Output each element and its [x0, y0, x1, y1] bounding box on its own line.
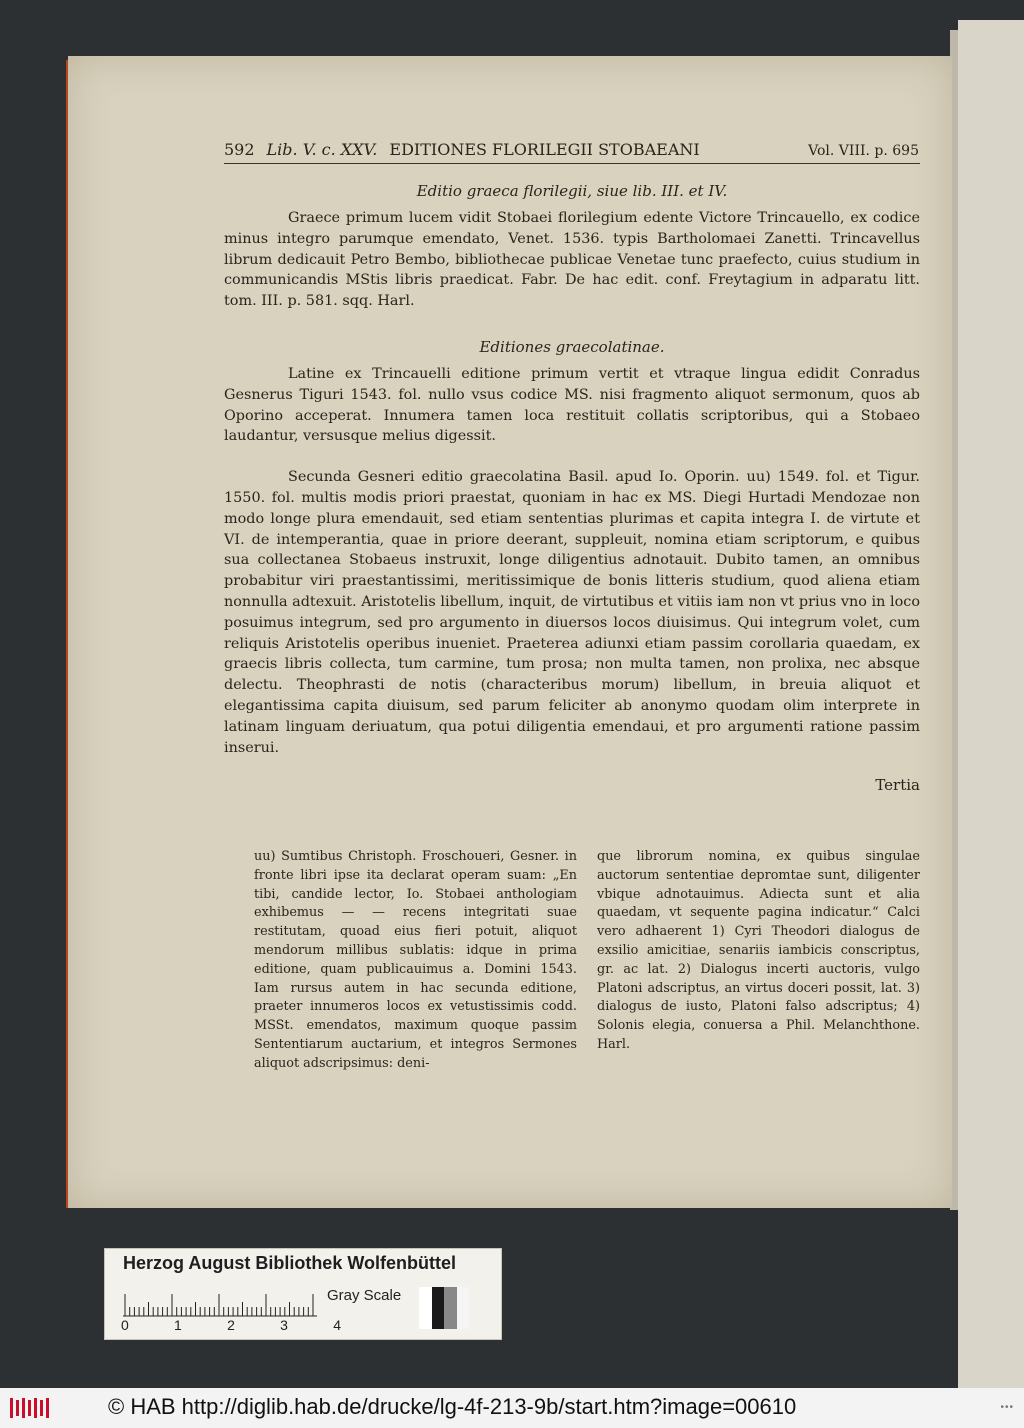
- footnote-left-column: uu) Sumtibus Christoph. Froschoueri, Gesner. in fronte libri ipse ita declarat operam suam: „En tibi, candide lector, Io. Stobaei anthologiam exhibemus — — recens integritati suae restitutam, quoad eius fieri potuit, aliquot mendorum millibus sublatis: idque in prima editione, quam publicauimus a. Domini 1543. Iam rursus autem in hac secunda editione, praeter innumeros locos ex vetustissimis codd. MSSt. emendatos, maximum quoque passim Sententiarum auctarium, et integros Sermones aliquot adscripsimus: deni-: [254, 849, 577, 1071]
- swatch: [457, 1287, 470, 1329]
- section-ref: Lib. V. c. XXV.: [266, 140, 378, 159]
- running-header: [224, 140, 920, 164]
- ruler-label: 0: [121, 1317, 129, 1333]
- footer-bar: [0, 1388, 1024, 1428]
- footnotes: [254, 848, 920, 1074]
- gray-scale-label: Gray Scale: [327, 1287, 402, 1304]
- copyright-url: © HAB http://diglib.hab.de/drucke/lg-4f-213-9b/start.htm?image=00610: [108, 1394, 797, 1419]
- ruler-scale: [123, 1289, 317, 1317]
- ruler-label: 2: [227, 1317, 235, 1333]
- section-title: Editiones graecolatinae.: [479, 337, 665, 356]
- logo-bar: [40, 1400, 43, 1416]
- swatch: [419, 1287, 432, 1329]
- card-title: Herzog August Bibliothek Wolfenbüttel: [123, 1253, 456, 1273]
- ruler-label: 3: [280, 1317, 288, 1333]
- footnote-right-column: que librorum nomina, ex quibus singulae auctorum sententiae depromtae sunt, diligenter vbique adnotauimus. Adiecta sunt et alia quaedam, vt sequente pagina indicatur.“ Calci vero adhaerent 1) Cyri Theodori dialogus de exsilio amicitiae, senariis iambicis conscriptus, gr. ac lat. 2) Dialogus incerti auctoris, vulgo Platoni adscriptus, an virtus doceri possit, lat. 3) dialogus de iusto, Platoni falso adscriptus; 4) Solonis elegia, conuersa a Phil. Melanchthone. Harl.: [597, 849, 920, 1052]
- swatch: [444, 1287, 457, 1329]
- ruler-labels: [121, 1317, 341, 1333]
- volume-ref: Vol. VIII. p. 695: [808, 143, 919, 159]
- logo-bar: [28, 1400, 31, 1416]
- catchword: Tertia: [875, 776, 920, 795]
- page-text: [224, 140, 920, 794]
- ruler-label: 1: [174, 1317, 182, 1333]
- logo-bar: [22, 1398, 25, 1418]
- color-calibration-card: [104, 1248, 502, 1340]
- hab-logo-icon: [8, 1396, 52, 1420]
- paragraph: Latine ex Trincauelli editione primum vertit et vtraque lingua edidit Conradus Gesnerus Tiguri 1543. fol. nullo vsus codice MS. nisi fragmento aliquot sermonum, quos ab Oporino acceperat. Innumera tamen loca restituit collatis scriptoribus, qui a Stobaeo laudantur, versusque melius digessit.: [224, 365, 920, 445]
- gray-swatches: [419, 1287, 469, 1329]
- logo-bar: [46, 1398, 49, 1418]
- section-title: Editio graeca florilegii, siue lib. III. et IV.: [416, 182, 728, 200]
- ruler-label: 4: [333, 1317, 341, 1333]
- logo-bar: [16, 1400, 19, 1416]
- footer-dots: •••: [1000, 1402, 1014, 1413]
- page-number: 592: [224, 140, 255, 159]
- facing-page: [958, 20, 1024, 1388]
- running-title: EDITIONES FLORILEGII STOBAEANI: [389, 140, 700, 159]
- paragraph: Secunda Gesneri editio graecolatina Basil. apud Io. Oporin. uu) 1549. fol. et Tigur. 1550. fol. multis modis priori praestat, quoniam in hac ex MS. Diegi Hurtadi Mendozae non modo longe plura emendauit, sed etiam sententias plurimas et capita integra I. de virtute et VI. de intemperantia, quae in priore deerant, suppleuit, nomina etiam scriptorum, e quibus sua collectanea Stobaeus instruxit, longe diligentius adnotauit. Dubito tamen, an omnibus probabitur viri praestantissimi, meritissimique de bonis litteris studium, quod aliena etiam nonnulla adtexuit. Aristotelis libellum, inquit, de virtutibus et vitiis iam non vt prius vno in loco posuimus integrum, sed pro argumento in diuersos locos diuisimus. Qui integrum volet, cum reliquis Aristotelis operibus inueniet. Praeterea adiunxi etiam passim corollaria quaedam, ex graecis libris collecta, tum carmine, tum prosa; non multa tamen, non prolixa, nec absque delectu. Theophrasti de notis (characteribus morum) libellum, in breuia aliquot et elegantissima capita diuisum, sed parum feliciter ab anonymo quodam olim interprete in latinam linguam deriuatum, qua potui diligentia emendaui, et pro argumenti ratione passim inserui.: [224, 469, 920, 756]
- paragraph: Graece primum lucem vidit Stobaei florilegium edente Victore Trincauello, ex codice minus integro parumque emendato, Venet. 1536. typis Bartholomaei Zanetti. Trincavellus librum dedicauit Petro Bembo, bibliothecae publicae Venetae tunc praefecto, cuius studium in communicandis MStis libris praedicat. Fabr. De hac edit. conf. Freytagium in adparatu litt. tom. III. p. 581. sqq. Harl.: [224, 210, 920, 310]
- logo-bar: [10, 1398, 13, 1418]
- logo-bar: [34, 1398, 37, 1418]
- swatch: [432, 1287, 445, 1329]
